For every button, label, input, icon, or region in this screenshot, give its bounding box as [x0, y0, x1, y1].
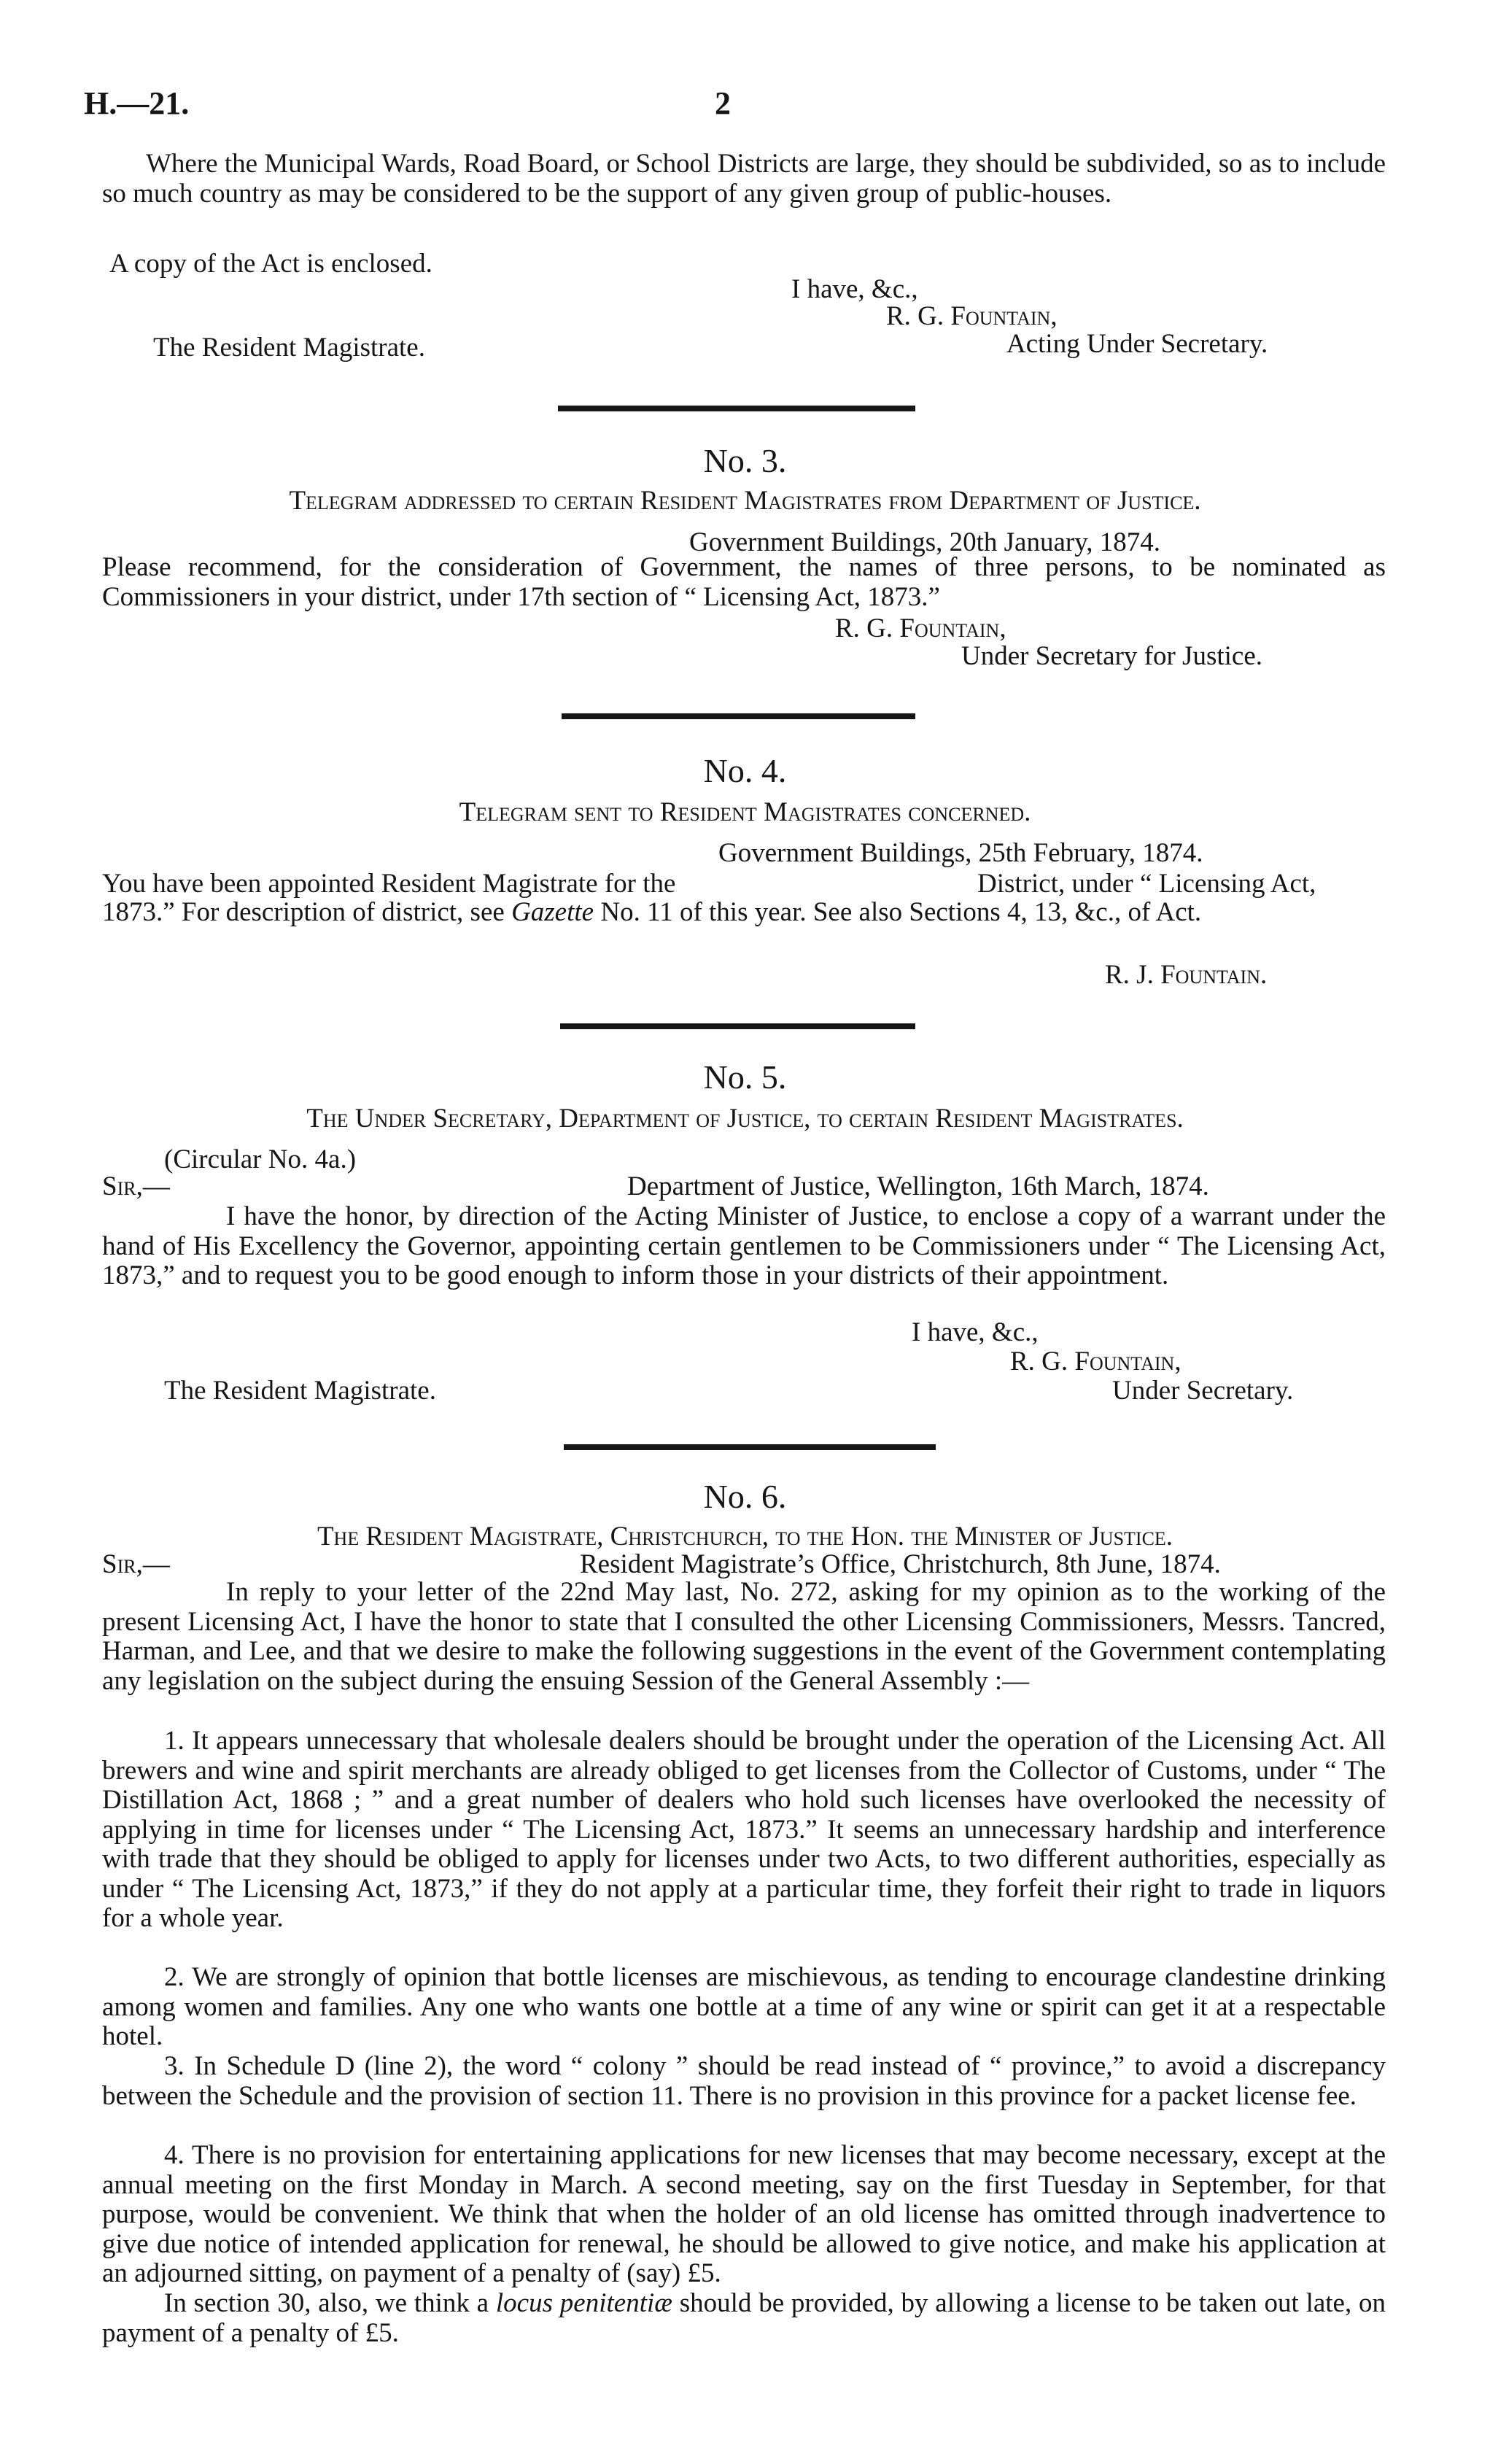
section-heading-no3: No. 3.	[703, 442, 787, 479]
page-number: 2	[715, 85, 731, 121]
latin-phrase: locus penitentiæ	[495, 2288, 672, 2318]
gazette-title: Gazette	[511, 897, 594, 927]
paragraph-0: In reply to your letter of the 22nd May last, No. 272, asking for my opinion as to the working of the present Licensing Act, I have the honor to state that I consulted the other Licensing Commissioners, Messrs. Tancred, Harman, and Lee, and that we desire to make the following suggestions in the event of the Government contemplating any legislation on the subject during the ensuing Session of the General Assembly :—	[102, 1577, 1386, 1696]
signer-title-no5: Under Secretary.	[1112, 1376, 1294, 1406]
dateline-no5: Department of Justice, Wellington, 16th March, 1874.	[627, 1171, 1209, 1201]
section-divider	[560, 1023, 915, 1029]
paragraph-5	[102, 2289, 1386, 2348]
signer-no5: R. G. Fountain,	[1010, 1347, 1181, 1376]
paragraph-4: 4. There is no provision for entertaining applications for new licenses that may become necessary, except at the annual meeting on the first Monday in March. A second meeting, say on the first Tuesday in September, for that purpose, would be convenient. We think that when the holder of an old license has omitted through inadvertence to give due notice of intended application for renewal, he should be allowed to give notice, and make his application at an adjourned sitting, on payment of a penalty of (say) £5.	[102, 2140, 1386, 2288]
intro-paragraph: Where the Municipal Wards, Road Board, or School Districts are large, they should be subdivided, so as to include so much country as may be considered to be the support of any given group of public-houses.	[102, 149, 1386, 209]
paragraph-5-text-a: In section 30, also, we think a	[164, 2288, 489, 2318]
body-no4-text-a: 1873.” For description of district, see	[102, 897, 505, 927]
body-no4-line1a: You have been appointed Resident Magistrate for the	[102, 869, 676, 899]
intro-addressee: The Resident Magistrate.	[153, 333, 425, 363]
body-no4-rest	[102, 898, 1386, 928]
body-no4-line1b: District, under “ Licensing Act,	[977, 869, 1316, 899]
circular-ref: (Circular No. 4a.)	[164, 1144, 357, 1174]
signer-no4: R. J. Fountain.	[1105, 960, 1268, 990]
intro-signer-title: Acting Under Secretary.	[1006, 329, 1268, 359]
body-no3: Please recommend, for the consideration of Government, the names of three persons, to be nominated as Commissioners in your district, under 17th section of “ Licensing Act, 1873.”	[102, 552, 1386, 612]
paragraph-5-text-b: should be provided, by allowing a license to be taken out late, on payment of a penalty of £5.	[102, 2288, 1386, 2348]
enclosure-note: A copy of the Act is enclosed.	[109, 249, 432, 279]
body-no5: I have the honor, by direction of the Acting Minister of Justice, to enclose a copy of a warrant under the hand of His Excellency the Governor, appointing certain gentlemen to be Commissioners under “ The Licensing Act, 1873,” and to request you to be good enough to inform those in your districts of their appointment.	[102, 1201, 1386, 1290]
closing-no5: I have, &c.,	[912, 1317, 1039, 1347]
section-subtitle-no3: Telegram addressed to certain Resident Magistrates from Department of Justice.	[289, 486, 1201, 516]
intro-closing: I have, &c.,	[791, 274, 918, 304]
document-ref: H.—21.	[84, 85, 190, 121]
paragraph-2: 2. We are strongly of opinion that bottle licenses are mischievous, as tending to encourage clandestine drinking among women and families. Any one who wants one bottle at a time of any wine or spirit can get it at a respectable hotel.	[102, 1962, 1386, 2051]
addressee-no5: The Resident Magistrate.	[164, 1376, 436, 1406]
section-divider	[558, 406, 915, 411]
section-subtitle-no5: The Under Secretary, Department of Justice, to certain Resident Magistrates.	[306, 1104, 1184, 1134]
section-heading-no6: No. 6.	[703, 1478, 787, 1515]
section-subtitle-no6: The Resident Magistrate, Christchurch, to the Hon. the Minister of Justice.	[317, 1522, 1173, 1551]
section-divider	[562, 713, 915, 719]
salutation-no6: Sir,—	[102, 1549, 170, 1579]
paragraph-3: 3. In Schedule D (line 2), the word “ colony ” should be read instead of “ province,” to avoid a discrepancy between the Schedule and the provision of section 11. There is no provision in this province for a packet license fee.	[102, 2051, 1386, 2111]
signer-title-no3: Under Secretary for Justice.	[961, 641, 1262, 671]
salutation-no5: Sir,—	[102, 1171, 170, 1201]
dateline-no4: Government Buildings, 25th February, 1874.	[718, 838, 1203, 868]
paragraph-1: 1. It appears unnecessary that wholesale dealers should be brought under the operation of the Licensing Act. All brewers and wine and spirit merchants are already obliged to get licenses from the Collector of Customs, under “ The Distillation Act, 1868 ; ” and a great number of dealers who hold such licenses have overlooked the necessity of applying in time for licenses under “ The Licensing Act, 1873.” It seems an unnecessary hardship and interference with trade that they should be obliged to apply for licenses under two Acts, to two different authorities, especially as under “ The Licensing Act, 1873,” if they do not apply at a particular time, they forfeit their right to trade in liquors for a whole year.	[102, 1726, 1386, 1933]
dateline-no6: Resident Magistrate’s Office, Christchurch, 8th June, 1874.	[580, 1549, 1221, 1579]
section-divider	[564, 1444, 936, 1450]
body-no4-text-b: No. 11 of this year. See also Sections 4, 13, &c., of Act.	[600, 897, 1202, 927]
signer-no3: R. G. Fountain,	[835, 613, 1006, 643]
section-heading-no4: No. 4.	[703, 752, 787, 789]
dateline-no3: Government Buildings, 20th January, 1874.	[689, 527, 1161, 557]
section-heading-no5: No. 5.	[703, 1058, 787, 1096]
intro-signer: R. G. Fountain,	[886, 301, 1058, 331]
section-subtitle-no4: Telegram sent to Resident Magistrates concerned.	[459, 797, 1031, 827]
